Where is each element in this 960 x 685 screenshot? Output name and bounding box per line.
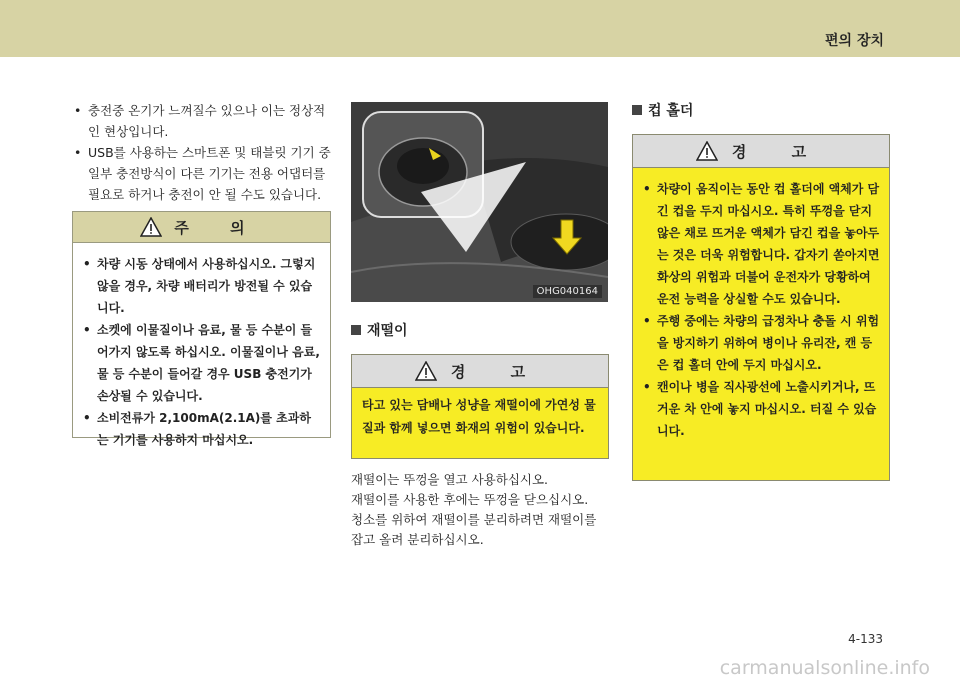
warning-triangle-icon <box>140 217 162 237</box>
left-column <box>72 100 334 205</box>
ashtray-photo <box>351 102 608 302</box>
cupholder-warning-item-2: • 주행 중에는 차량의 급정차나 충돌 시 위험을 방지하기 위하여 병이나 유리잔, 캔 등은 컵 홀더 안에 두지 마십시오. <box>641 310 881 376</box>
left-bullet-2: • USB를 사용하는 스마트폰 및 태블릿 기기 중 일부 충전방식이 다른 기기는 전용 어댑터를 필요로 하거나 충전이 안 될 수도 있습니다. <box>72 142 334 205</box>
cupholder-warning-title: 경 고 <box>731 142 827 161</box>
ashtray-paragraph-1: 재떨이는 뚜껑을 열고 사용하십시오. <box>351 472 549 487</box>
ashtray-warning-header <box>352 355 608 388</box>
warning-triangle-icon <box>415 361 437 381</box>
caution-item-2: • 소켓에 이물질이나 음료, 물 등 수분이 들어가지 않도록 하십시오. 이물질이나 음료, 물 등 수분이 들어갈 경우 USB 충전기가 손상될 수 있습니다. <box>81 319 322 407</box>
ashtray-warning-box <box>351 354 609 459</box>
cupholder-warning-item-1: • 차량이 움직이는 동안 컵 홀더에 액체가 담긴 컵을 두지 마십시오. 특히 뚜껑을 닫지 않은 채로 뜨거운 액체가 담긴 컵을 놓아두는 것은 더욱 위험합니다. 갑자기 쏟아지면 화상의 위험과 더불어 운전자가 당황하여 운전 능력을 상실할 수도 있습니다. <box>641 178 881 310</box>
ashtray-paragraph-3: 청소를 위하여 재떨이를 분리하려면 재떨이를 잡고 올려 분리하십시오. <box>351 512 597 547</box>
header-band <box>0 0 960 57</box>
caution-item-3: • 소비전류가 2,100mA(2.1A)를 초과하는 기기를 사용하지 마십시오. <box>81 407 322 451</box>
cupholder-warning-item-3: • 캔이나 병을 직사광선에 노출시키거나, 뜨거운 차 안에 놓지 마십시오. 터질 수 있습니다. <box>641 376 881 442</box>
ashtray-section-heading <box>351 320 408 340</box>
caution-title: 주 의 <box>174 218 263 237</box>
cupholder-warning-box <box>632 134 890 481</box>
watermark: carmanualsonline.info <box>719 657 930 679</box>
chapter-title: 편의 장치 <box>825 33 884 49</box>
left-bullet-1: • 충전중 온기가 느껴질수 있으나 이는 정상적인 현상입니다. <box>72 100 334 142</box>
warning-triangle-icon <box>696 141 718 161</box>
ashtray-warning-text: 타고 있는 담배나 성냥을 재떨이에 가연성 물질과 함께 넣으면 화재의 위험이 있습니다. <box>362 398 596 435</box>
section-square-icon <box>351 325 361 335</box>
ashtray-section-title: 재떨이 <box>367 323 408 339</box>
caution-box <box>72 211 331 447</box>
cupholder-section-title: 컵 홀더 <box>648 103 694 119</box>
caution-header <box>73 212 330 243</box>
photo-code: OHG040164 <box>533 285 602 298</box>
ashtray-paragraph-2: 재떨이를 사용한 후에는 뚜껑을 닫으십시오. <box>351 492 589 507</box>
ashtray-illustration <box>351 102 608 302</box>
ashtray-paragraphs <box>351 470 609 550</box>
ashtray-warning-title: 경 고 <box>450 362 546 381</box>
section-square-icon <box>632 105 642 115</box>
cupholder-section-heading <box>632 100 693 120</box>
cupholder-warning-header <box>633 135 889 168</box>
page-number: 4-133 <box>848 632 883 646</box>
caution-item-1: • 차량 시동 상태에서 사용하십시오. 그렇지 않을 경우, 차량 배터리가 방전될 수 있습니다. <box>81 253 322 319</box>
